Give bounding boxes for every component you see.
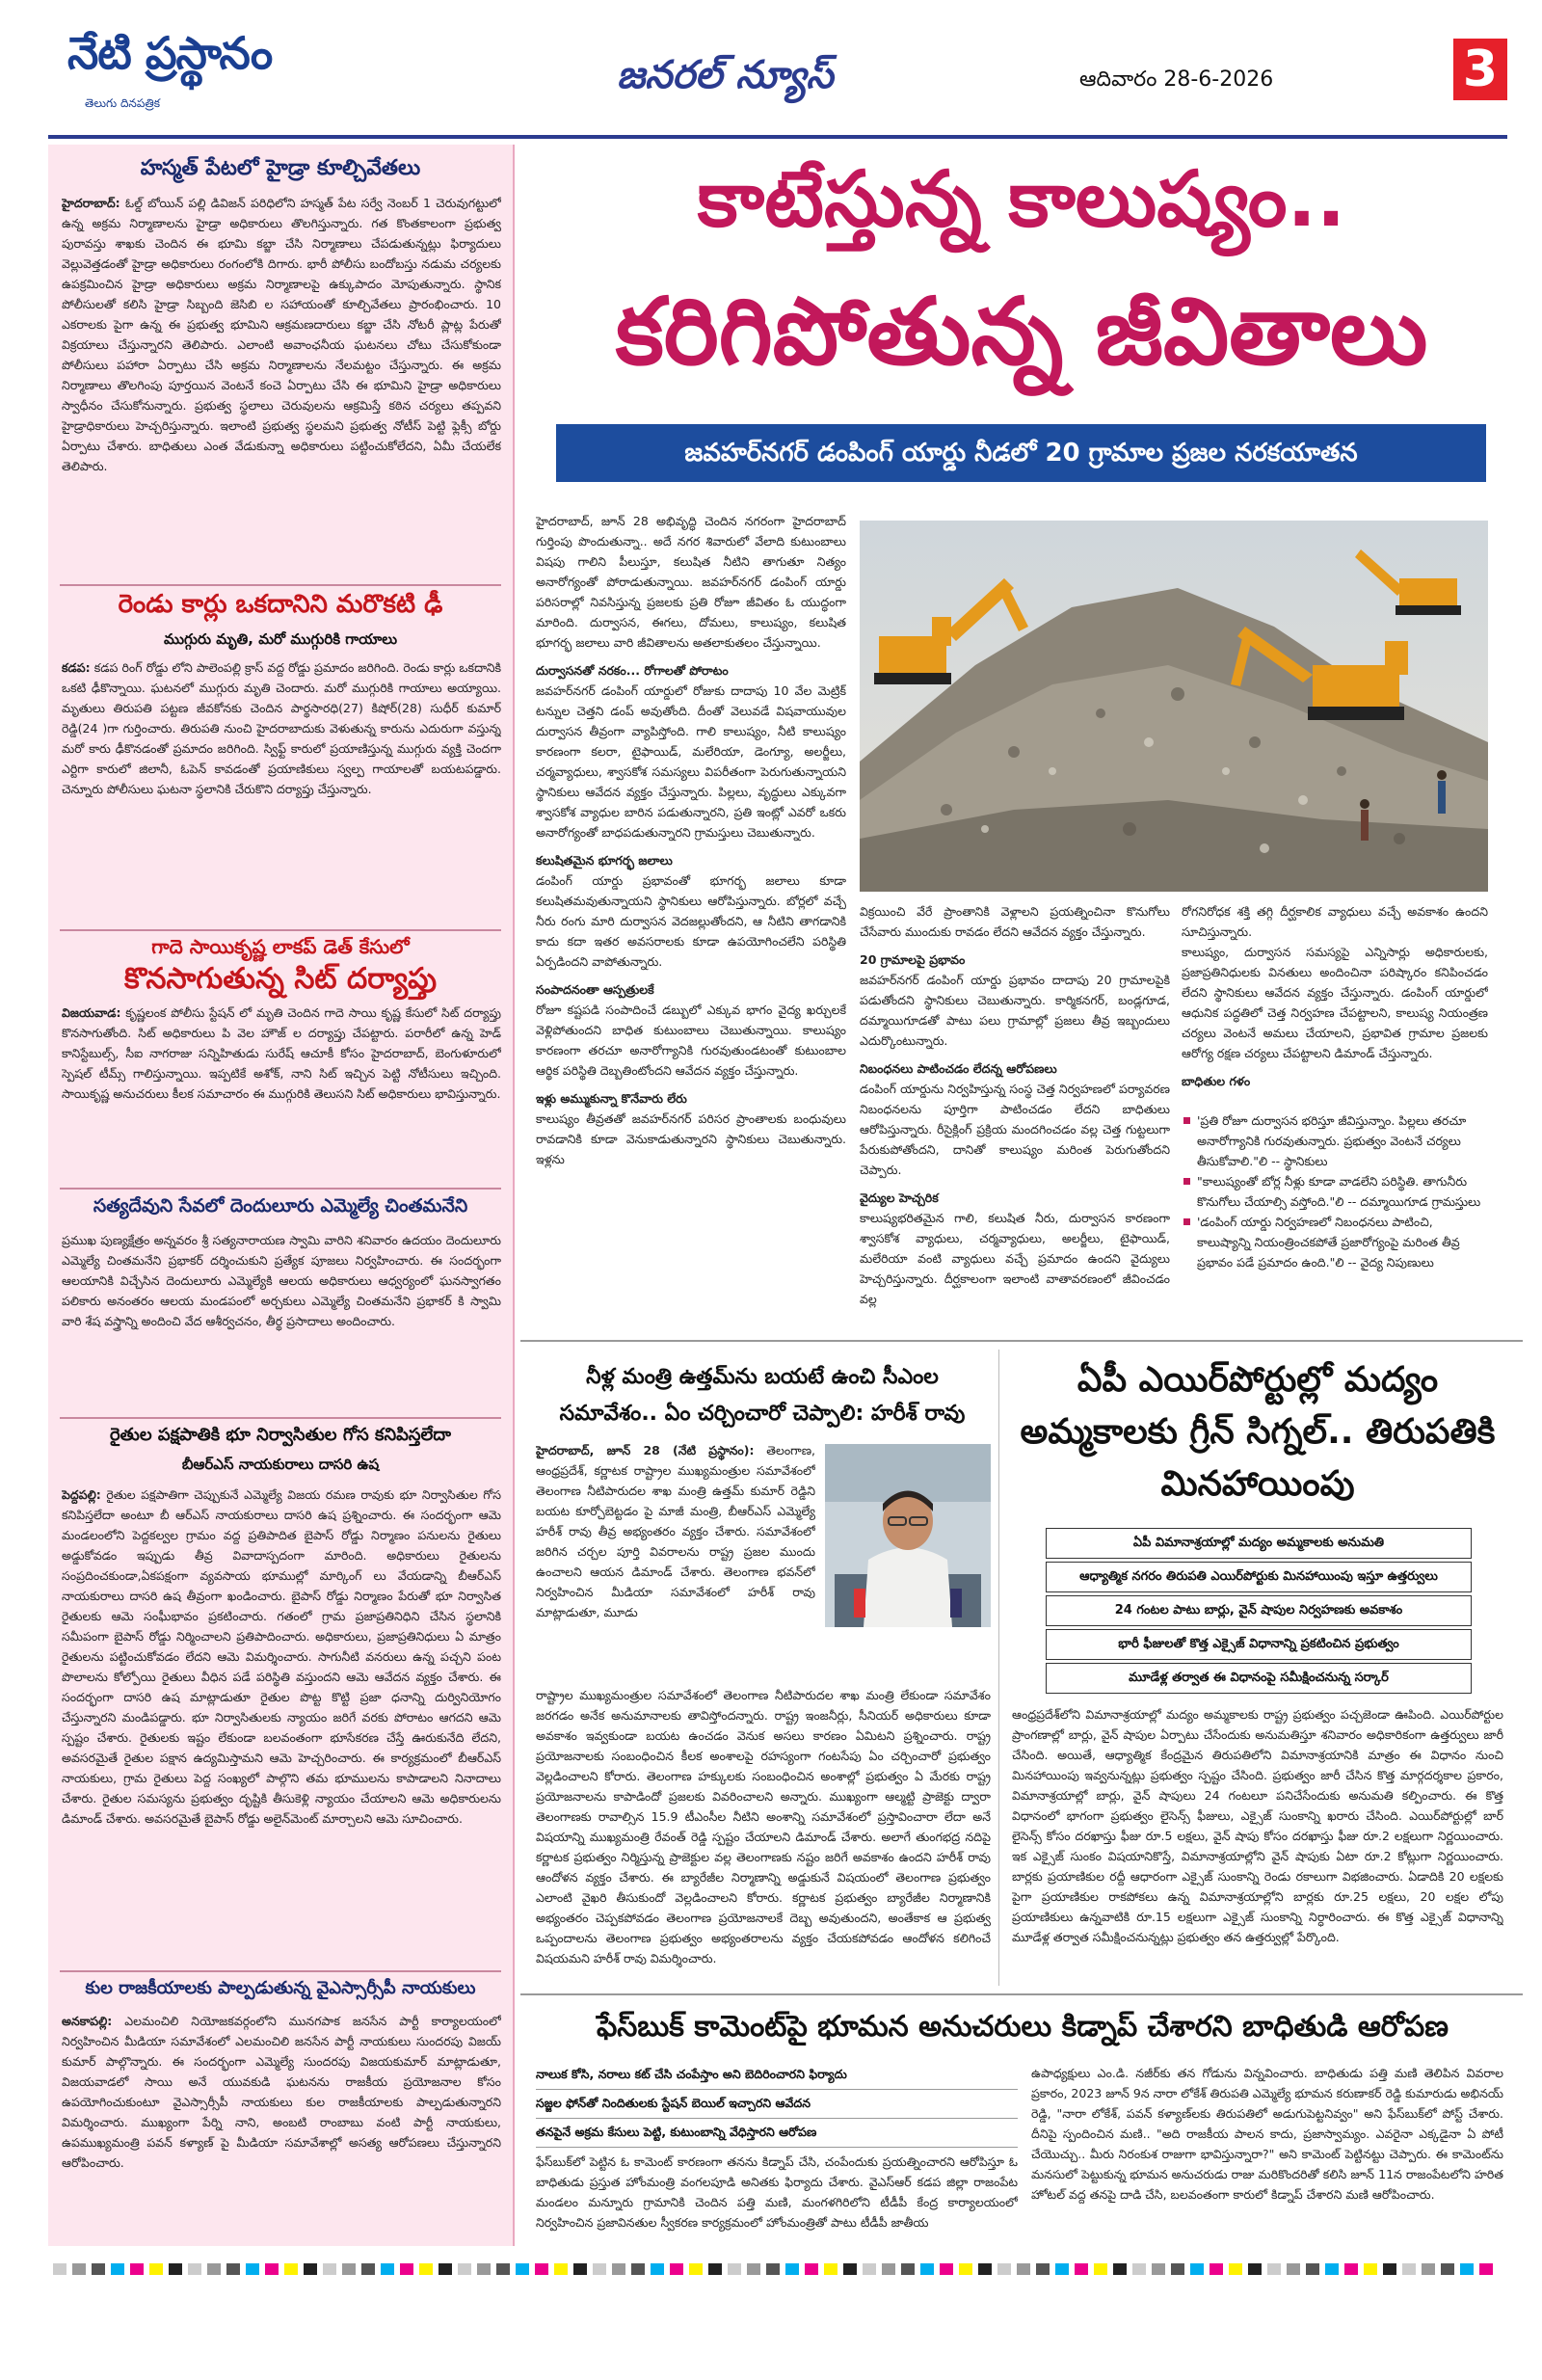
registration-mark bbox=[1113, 2263, 1127, 2275]
divider bbox=[60, 1188, 501, 1190]
registration-mark bbox=[554, 2263, 568, 2275]
fb-highlight-1: నాలుక కోసి, నరాలు కట్ చేసి చంపేస్తాం అని బెదిరించారని ఫిర్యాదు bbox=[536, 2063, 1018, 2090]
story-sit-kicker: గాదె సాయికృష్ణ లాకప్ డెత్ కేసులో bbox=[151, 935, 410, 958]
registration-mark bbox=[149, 2263, 163, 2275]
column-divider bbox=[998, 1350, 999, 1986]
registration-mark bbox=[1364, 2263, 1377, 2275]
registration-mark bbox=[612, 2263, 625, 2275]
ap-highlight-4: భారీ ఫీజులతో కొత్త ఎక్సైజ్ విధానాన్ని ప్రకటించిన ప్రభుత్వం bbox=[1046, 1629, 1472, 1660]
registration-mark bbox=[1152, 2263, 1165, 2275]
registration-mark bbox=[169, 2263, 182, 2275]
registration-mark bbox=[1422, 2263, 1435, 2275]
registration-mark bbox=[1267, 2263, 1281, 2275]
registration-mark bbox=[130, 2263, 144, 2275]
registration-mark bbox=[265, 2263, 279, 2275]
list-item: "కాలుష్యంతో బోర్ల నీళ్లు కూడా వాడలేని పరిస్థితి. తాగునీరు కొనుగోలు చేయాల్సి వస్తోంది."లి -- దమ్మాయిగూడ గ్రామస్తులు bbox=[1182, 1171, 1488, 1212]
story-farmers-title: రైతుల పక్షపాతికి భూ నిర్వాసితుల గోస కనిపిస్తలేదా bbox=[109, 1425, 452, 1445]
registration-mark bbox=[1075, 2263, 1088, 2275]
facebook-kidnap-headline: ఫేస్‌బుక్ కామెంట్‌పై భూమన అనుచరులు కిడ్నాప్ చేశారని బాధితుడి ఆరోపణ bbox=[596, 2010, 1449, 2044]
registration-mark bbox=[573, 2263, 587, 2275]
registration-mark bbox=[920, 2263, 934, 2275]
harish-rao-body-top: హైదరాబాద్, జూన్ 28 (నేటి ప్రస్థానం): తెలంగాణ, ఆంధ్రప్రదేశ్, కర్ణాటక రాష్ట్రాల ముఖ్యమంత్రుల సమావేశంలో తెలంగాణ నీటిపారుదల శాఖ మంత్రి ఉత్తమ్ కుమార్ రెడ్డిని బయట కూర్చోబెట్టడం పై మాజీ మంత్రి, బీఆర్ఎస్ ఎమ్మెల్యే హరీశ్ రావు తీవ్ర అభ్యంతరం వ్యక్తం చేశారు. సమావేశంలో జరిగిన చర్చల పూర్తి వివరాలను రాష్ట్ర ప్రజల ముందు ఉంచాలని ఆయన డిమాండ్ చేశారు. తెలంగాణ భవన్‌లో నిర్వహించిన మీడియా సమావేశంలో హరీశ్ రావు మాట్లాడుతూ, మూడు bbox=[536, 1443, 815, 1619]
harish-rao-body: రాష్ట్రాల ముఖ్యమంత్రుల సమావేశంలో తెలంగాణ నీటిపారుదల శాఖ మంత్రి లేకుండా సమావేశం జరగడం అనేక అనుమానాలకు తావిస్తోందన్నారు. రాష్ట్ర ఇంజనీర్లు, సీనియర్ అధికారులు కూడా అవకాశం ఇవ్వకుండా బయట ఉంచడం వెనుక అసలు కారణం ఏమిటని ప్రశ్నించారు. రాష్ట్ర ప్రయోజనాలకు సంబంధించిన కీలక అంశాలపై రహస్యంగా గంటసేపు ఏం చర్చించారో ప్రభుత్వం వెల్లడించాలని కోరారు. తెలంగాణ హక్కులకు సంబంధించిన అంశాల్లో ప్రభుత్వం ఏ మేరకు రాష్ట్ర ప్రయోజనాలను కాపాడిందో ప్రజలకు వివరించాలని అన్నారు. ముఖ్యంగా ఆల్మట్టి ప్రాజెక్టు ద్వారా తెలంగాణకు రావాల్సిన 15.9 టీఎంసీల నీటిని అంశాన్ని సమావేశంలో ప్రస్తావించారా లేదా అనే విషయాన్ని ముఖ్యమంత్రి రేవంత్ రెడ్డి స్పష్టం చేయాలని డిమాండ్ చేశారు. అలాగే తుంగభద్ర నదిపై కర్ణాటక ప్రభుత్వం నిర్మిస్తున్న ప్రాజెక్టుల వల్ల తెలంగాణకు నష్టం జరిగే అవకాశం ఉందని హరీశ్ రావు ఆందోళన వ్యక్తం చేశారు. ఈ బ్యారేజీల నిర్మాణాన్ని అడ్డుకునే విషయంలో తెలంగాణ ప్రభుత్వం ఎలాంటి వైఖరి తీసుకుందో వెల్లడించాలని కోరారు. కర్ణాటక ప్రభుత్వం బ్యారేజీల నిర్మాణానికి అభ్యంతరం చెప్పకపోవడం తెలంగాణ ప్రయోజనాలకే దెబ్బ అవుతుందని, అంతేకాక ఆ ప్రభుత్వ ఒప్పందాలను తెలంగాణ ప్రభుత్వం అభ్యంతరాలను వ్యక్తం చేయకపోవడం ఆందోళన కలిగించే విషయమని హరీశ్ రావు విమర్శించారు. bbox=[536, 1688, 991, 1966]
registration-mark bbox=[1094, 2263, 1107, 2275]
registration-mark bbox=[1306, 2263, 1319, 2275]
section-divider bbox=[520, 1993, 1523, 1995]
fb-highlight-2: సజ్జల ఫోన్‌తో నిందితులకు స్టేషన్ బెయిల్ ఇచ్చారని ఆవేదన bbox=[536, 2092, 1018, 2119]
registration-mark bbox=[863, 2263, 876, 2275]
list-item: 'ప్రతి రోజూ దుర్వాసన భరిస్తూ జీవిస్తున్నాం. పిల్లలు తరచూ అనారోగ్యానికి గురవుతున్నారు. ప్రభుత్వం వెంటనే చర్యలు తీసుకోవాలి."లి -- స్థానికులు bbox=[1182, 1110, 1488, 1171]
registration-mark bbox=[824, 2263, 837, 2275]
header-rule bbox=[48, 135, 1507, 139]
main-story-column-3: రోగనిరోధక శక్తి తగ్గి దీర్ఘకాలిక వ్యాధులు వచ్చే అవకాశం ఉందని సూచిస్తున్నారు. కాలుష్యం, దుర్వాసన సమస్యపై ఎన్నిసార్లు అధికారులకు, ప్రజాప్రతినిధులకు వినతులు అందించినా పరిష్కారం కనిపించడం లేదని స్థానికులు ఆవేదన వ్యక్తం చేస్తున్నారు. డంపింగ్ యార్డులో ఆధునిక పద్ధతిలో చెత్త నిర్వహణ చేపట్టాలని, కాలుష్య నియంత్రణ చర్యలు వెంటనే అమలు చేయాలని, ప్రభావిత గ్రామాల ప్రజలకు ఆరోగ్య రక్షణ చర్యలు చేపట్టాలని డిమాండ్ చేస్తున్నారు. బాధితుల గళం bbox=[1182, 904, 1488, 1088]
registration-mark bbox=[747, 2263, 760, 2275]
issue-date: ఆదివారం 28-6-2026 bbox=[1079, 67, 1274, 92]
dumping-yard-photo bbox=[860, 521, 1488, 892]
registration-mark bbox=[361, 2263, 375, 2275]
story-caste-title: కుల రాజకీయాలకు పాల్పడుతున్న వైఎస్సార్సీపీ నాయకులు bbox=[85, 1978, 476, 1998]
registration-mark bbox=[496, 2263, 510, 2275]
registration-mark bbox=[516, 2263, 529, 2275]
main-strapline: జవహర్‌నగర్ డంపింగ్ యార్డు నీడలో 20 గ్రామాల ప్రజల నరకయాతన bbox=[556, 424, 1486, 482]
registration-mark bbox=[207, 2263, 221, 2275]
print-registration-strip bbox=[53, 2263, 1499, 2275]
ap-highlight-2: ఆధ్యాత్మిక నగరం తిరుపతి ఎయిర్‌పోర్టుకు మినహాయింపు ఇస్తూ ఉత్తర్వులు bbox=[1046, 1562, 1472, 1592]
registration-mark bbox=[978, 2263, 992, 2275]
registration-mark bbox=[246, 2263, 259, 2275]
story-accident-title: రెండు కార్లు ఒకదానిని మరొకటి ఢీ bbox=[118, 590, 443, 619]
registration-mark bbox=[304, 2263, 317, 2275]
main-story-column-2: విక్రయించి వేరే ప్రాంతానికి వెళ్లాలని ప్రయత్నించినా కొనుగోలు చేసేవారు ముందుకు రావడం లేదని ఆవేదన వ్యక్తం చేస్తున్నారు. 20 గ్రామాలపై ప్రభావం జవహర్‌నగర్ డంపింగ్ యార్డు ప్రభావం దాదాపు 20 గ్రామాలపైకి పడుతోందని స్థానికులు చెబుతున్నారు. కార్మికనగర్, బండ్లగూడ, దమ్మాయిగూడతో పాటు పలు గ్రామాల్లో ప్రజలు తీవ్ర ఇబ్బందులు ఎదుర్కొంటున్నారు. నిబంధనలు పాటించడం లేదన్న ఆరోపణలు డంపింగ్ యార్డును నిర్వహిస్తున్న సంస్థ చెత్త నిర్వహణలో పర్యావరణ నిబంధనలను పూర్తిగా పాటించడం లేదని బాధితులు ఆరోపిస్తున్నారు. రీసైక్లింగ్ ప్రక్రియ మందగించడం వల్ల చెత్త గుట్టలుగా పేరుకుపోతోందని, దానితో కాలుష్యం మరింత పెరుగుతోందని చెప్పారు. వైద్యుల హెచ్చరిక కాలుష్యభరితమైన గాలి, కలుషిత నీరు, దుర్వాసన కారణంగా శ్వాసకోశ వ్యాధులు, చర్మవ్యాధులు, అలర్జీలు, టైఫాయిడ్, మలేరియా వంటి వ్యాధులు వచ్చే ప్రమాదం ఉందని వైద్యులు హెచ్చరిస్తున్నారు. దీర్ఘకాలంగా ఇలాంటి వాతావరణంలో జీవించడం వల్ల bbox=[860, 904, 1170, 1306]
masthead-subtitle: తెలుగు దినపత్రిక bbox=[85, 96, 161, 110]
registration-mark bbox=[1190, 2263, 1204, 2275]
registration-mark bbox=[188, 2263, 201, 2275]
story-accident-subtitle: ముగ్గురు మృతి, మరో ముగ్గురికి గాయాలు bbox=[163, 630, 398, 648]
story-accident-body: కడప: కడప రింగ్ రోడ్డు లోని పాలెంపల్లి క్రాస్ వద్ద రోడ్డు ప్రమాదం జరిగింది. రెండు కార్లు ఒకదానికి ఒకటి ఢీకొన్నాయి. ఘటనలో ముగ్గురు మృతి చెందారు. మరో ముగ్గురికి గాయాలు అయ్యాయి. మృతులు తిరుపతి పట్టణ జీవకోనకు చెందిన పార్థసారధి(27) కిషోర్(28) సుధీర్ కుమార్ రెడ్డి(24 )గా గుర్తించారు. తిరుపతి నుంచి హైదరాబాదుకు వెళుతున్న కారును ఎదురుగా వస్తున్న మరో కారు ఢీకొనడంతో ప్రమాదం జరిగింది. స్విఫ్ట్ కారులో ప్రయాణిస్తున్న ముగ్గురు వ్యక్తి చెందగా ఎర్టిగా కారులో జిలానీ, ఓపెన్ కావడంతో ప్రయాణికులు స్వల్ప గాయాలతో బయటపడ్డారు. చెన్నూరు పోలీసులు ఘటనా స్థలానికి చేరుకొని దర్యాప్తు చేస్తున్నారు. bbox=[62, 660, 501, 796]
registration-mark bbox=[901, 2263, 915, 2275]
main-headline-line1: కాటేస్తున్న కాలుష్యం.. bbox=[697, 154, 1346, 244]
registration-mark bbox=[111, 2263, 124, 2275]
registration-mark bbox=[1287, 2263, 1300, 2275]
story-hydra-title: హస్మత్ పేటలో హైడ్రా కూల్చివేతలు bbox=[140, 156, 421, 180]
registration-mark bbox=[458, 2263, 471, 2275]
registration-mark bbox=[689, 2263, 703, 2275]
harish-rao-headline: నీళ్ల మంత్రి ఉత్తమ్‌ను బయటే ఉంచి సీఎంల సమావేశం.. ఏం చర్చించారో చెప్పాలి: హరీశ్ రావు bbox=[559, 1365, 966, 1426]
registration-mark bbox=[323, 2263, 336, 2275]
facebook-kidnap-body-right: ఉపాధ్యక్షులు ఎం.డి. నజీర్‌కు తన గోడును విన్నవించారు. బాధితుడు పత్తి మణి తెలిపిన వివరాల ప్రకారం, 2023 జూన్ 9న నారా లోకేశ్ తిరుపతి ఎమ్మెల్యే భూమన కరుణాకర్ రెడ్డి కుమారుడు అభినయ్ రెడ్డి, "నారా లోకేశ్, పవన్ కళ్యాణ్‌లకు తిరుపతిలో అడుగుపెట్టనివ్వం" అని ఫేస్‌బుక్‌లో పోస్ట్ చేశారు. దీనిపై స్పందించిన మణి.. "అది రాజకీయ పాలన కాదు, ప్రజాస్వామ్యం. ఎవరైనా ఎక్కడైనా ఏ పోటీ చేయొచ్చు.. మీరు నిరంకుశ రాజుగా భావిస్తున్నారా?" అని కామెంట్ పెట్టినట్టు చెప్పారు. ఈ కామెంట్‌ను మనసులో పెట్టుకున్న భూమన అనుచరుడు రాజు మరికొందరితో కలిసి జూన్ 11న రాజంపేటలోని హరిత హోటల్ వద్ద తనపై దాడి చేసి, బలవంతంగా కారులో కిడ్నాప్ చేశారని మణి ఆరోపించారు. bbox=[1031, 2066, 1503, 2202]
registration-mark bbox=[882, 2263, 895, 2275]
story-hydra-body: హైదరాబాద్: ఓల్డ్ బోయిన్ పల్లి డివిజన్ పరిధిలోని హస్మత్ పేట సర్వే నెంబర్ 1 చెరువుగట్టులో ఉన్న అక్రమ నిర్మాణాలను హైడ్రా అధికారులు తొలగిస్తున్నారు. గత కొంతకాలంగా ప్రభుత్వ పురావస్తు శాఖకు చెందిన ఈ భూమి కబ్జా చేసి నిర్మాణాలు చేపడుతున్నట్లు ఫిర్యాదులు వెల్లువెత్తడంతో హైడ్రా అధికారులు రంగంలోకి దిగారు. భారీ పోలీసు బందోబస్తు నడుమ చర్యలకు ఉపక్రమించిన హైడ్రా అధికారులు అక్రమ నిర్మాణాలపై ఉక్కుపాదం మోపుతున్నారు. స్థానిక పోలీసులతో కలిసి హైడ్రా సిబ్బంది జెసిబి ల సహాయంతో కూల్చివేతలు ప్రారంభించారు. 10 ఎకరాలకు పైగా ఉన్న ఈ ప్రభుత్వ భూమిని ఆక్రమణదారులు కబ్జా చేసి నోటరీ ప్లాట్ల పేరుతో విక్రయాలు చేస్తున్నారని తెలిపారు. ఎలాంటి అవాంఛనీయ ఘటనలు చోటు చేసుకోకుండా పోలీసులు పహారా ఏర్పాటు చేసి అక్రమ నిర్మాణాలను నేలమట్టం చేస్తున్నారు. ఈ అక్రమ నిర్మాణాలు తొలగింపు పూర్తయిన వెంటనే కంచె ఏర్పాటు చేసి ఈ భూమిని హైడ్రా అధికారులు స్వాధీనం చేసుకోనున్నారు. ప్రభుత్వ స్థలాలు చెరువులను ఆక్రమిస్తే కఠిన చర్యలు తప్పవని హైడ్రాధికారులు హెచ్చరిస్తున్నారు. ఇలాంటి ప్రభుత్వ స్థలమని ప్రభుత్వ నోటీస్ పెట్టి ఫ్లెక్సీ బోర్డు ఏర్పాటు చేశారు. బాధితులు ఎంత వేడుకున్నా అధికారులు పట్టించుకోలేదని, ఏమీ చేయలేక తెలిపారు. bbox=[62, 196, 501, 473]
registration-mark bbox=[766, 2263, 780, 2275]
fb-highlight-3: తనపైనే అక్రమ కేసులు పెట్టి, కుటుంబాన్ని వేధిస్తారని ఆరోపణ bbox=[536, 2121, 1018, 2148]
registration-mark bbox=[1229, 2263, 1242, 2275]
divider bbox=[60, 929, 501, 931]
section-divider bbox=[520, 1340, 1523, 1342]
registration-mark bbox=[940, 2263, 953, 2275]
registration-mark bbox=[785, 2263, 799, 2275]
story-farmers-body: పెద్దపల్లి: రైతుల పక్షపాతిగా చెప్పుకునే ఎమ్మెల్యే విజయ రమణ రావుకు భూ నిర్వాసితుల గోస కనిపిస్తలేదా అంటూ బీ ఆర్ఎస్ నాయకురాలు దాసరి ఉష ప్రశ్నించారు. ఈ సందర్భంగా ఆమె మండలంలోని పెద్దకల్వల గ్రామం వద్ద ప్రతిపాదిత బైపాస్ రోడ్డు నిర్మాణం పనులను రైతులు అడ్డుకోవడం ఇప్పుడు తీవ్ర వివాదాస్పదంగా మారింది. అధికారులు రైతులను సంప్రదించకుండా,ఏకపక్షంగా వ్యవసాయ భూముల్లో మార్కింగ్ లు వేయడాన్ని బీఆర్ఎస్ నాయకురాలు దాసరి ఉష తీవ్రంగా ఖండించారు. బైపాస్ రోడ్డు నిర్మాణం పేరుతో భూ నిర్వాసిత రైతులకు ఆమె సంఘీభావం ప్రకటించారు. గతంలో గ్రామ ప్రజాప్రతినిధిని చేసిన స్థలానికి సమీపంగా బైపాస్ రోడ్డు నిర్మించాలని ప్రతిపాదించారు. అధికారులు, ప్రజాప్రతినిధులు ఏ మాత్రం రైతులను పట్టించుకోవడం లేదని ఆమె విమర్శించారు. సాగునీటి వనరులు ఉన్న పచ్చని పంట పొలాలను కోల్పోయి రైతులు వీధిన పడే పరిస్థితి వస్తుందని ఆమె ఆవేదన వ్యక్తం చేశారు. ఈ సందర్భంగా దాసరి ఉష మాట్లాడుతూ రైతుల పొట్ట కొట్టి ప్రజా ధనాన్ని దుర్వినియోగం చేస్తున్నారని మండిపడ్డారు. భూ నిర్వాసితులకు న్యాయం జరిగే వరకు పోరాటం ఆగదని ఆమె స్పష్టం చేశారు. రైతులకు ఇష్టం లేకుండా బలవంతంగా భూసేకరణ చేస్తే ఊరుకునేది లేదని, అవసరమైతే రైతుల పక్షాన ఉద్యమిస్తామని ఆమె హెచ్చరించారు. ఈ కార్యక్రమంలో బీఆర్ఎస్ నాయకులు, గ్రామ రైతులు పెద్ద సంఖ్యలో పాల్గొని తమ భూములను కాపాడాలని నినాదాలు చేశారు. రైతుల సమస్యను ప్రభుత్వం దృష్టికి తీసుకెళ్లి న్యాయం చేయాలని ఆమె అధికారులను డిమాండ్ చేశారు. అవసరమైతే బైపాస్ రోడ్డు అలైన్‌మెంట్ మార్చాలని ఆమె సూచించారు. bbox=[62, 1487, 501, 1826]
ap-highlight-1: ఏపీ విమానాశ్రయాల్లో మద్యం అమ్మకాలకు అనుమతి bbox=[1046, 1528, 1472, 1559]
registration-mark bbox=[381, 2263, 394, 2275]
registration-mark bbox=[1017, 2263, 1030, 2275]
registration-mark bbox=[535, 2263, 548, 2275]
registration-mark bbox=[1055, 2263, 1069, 2275]
harish-rao-photo bbox=[825, 1444, 991, 1627]
registration-mark bbox=[1036, 2263, 1050, 2275]
registration-mark bbox=[226, 2263, 240, 2275]
facebook-kidnap-body-left: ఫేస్‌బుక్‌లో పెట్టిన ఓ కామెంట్ కారణంగా తనను కిడ్నాప్ చేసి, చంపేందుకు ప్రయత్నించారని ఆరోపిస్తూ ఓ బాధితుడు ప్రస్తుత హోంమంత్రి వంగలపూడి అనితకు ఫిర్యాదు చేశారు. వైఎస్ఆర్ కడప జిల్లా రాజంపేట మండలం మన్నూరు గ్రామానికి చెందిన పత్తి మణి, మంగళగిరిలోని టీడీపీ కేంద్ర కార్యాలయంలో నిర్వహించిన ప్రజావినతుల స్వీకరణ కార్యక్రమంలో హోంమంత్రితో పాటు టీడీపీ జాతీయ bbox=[536, 2154, 1018, 2230]
victims-quotes-list bbox=[1182, 1110, 1488, 1334]
registration-mark bbox=[670, 2263, 683, 2275]
ap-highlight-3: 24 గంటల పాటు బార్లు, వైన్ షాపుల నిర్వహణకు అవకాశం bbox=[1046, 1595, 1472, 1626]
section-title: జనరల్ న్యూస్ bbox=[617, 53, 834, 97]
registration-mark bbox=[1132, 2263, 1146, 2275]
list-item: 'డంపింగ్ యార్డు నిర్వహణలో నిబంధనలు పాటించి, కాలుష్యాన్ని నియంత్రించకపోతే ప్రజారోగ్యంపై మరింత తీవ్ర ప్రభావం పడే ప్రమాదం ఉంది."లి -- వైద్య నిపుణులు bbox=[1182, 1212, 1488, 1272]
registration-mark bbox=[1460, 2263, 1474, 2275]
masthead-logo: నేటి ప్రస్థానం bbox=[67, 27, 273, 79]
registration-mark bbox=[959, 2263, 972, 2275]
story-farmers-subtitle: బీఆర్ఎస్ నాయకురాలు దాసరి ఉష bbox=[181, 1456, 380, 1473]
registration-mark bbox=[439, 2263, 452, 2275]
registration-mark bbox=[1248, 2263, 1262, 2275]
divider bbox=[60, 584, 501, 586]
divider bbox=[60, 1970, 501, 1972]
story-sit-title: కొనసాగుతున్న సిట్ దర్యాప్తు bbox=[123, 962, 438, 996]
registration-mark bbox=[53, 2263, 66, 2275]
registration-mark bbox=[1325, 2263, 1339, 2275]
registration-mark bbox=[1479, 2263, 1493, 2275]
registration-mark bbox=[1441, 2263, 1454, 2275]
registration-mark bbox=[1344, 2263, 1358, 2275]
registration-mark bbox=[805, 2263, 818, 2275]
ap-highlight-5: మూడేళ్ల తర్వాత ఈ విధానంపై సమీక్షించనున్న సర్కార్ bbox=[1046, 1663, 1472, 1694]
divider bbox=[60, 1417, 501, 1419]
registration-mark bbox=[342, 2263, 356, 2275]
page-number-badge: 3 bbox=[1453, 39, 1507, 100]
registration-mark bbox=[477, 2263, 491, 2275]
story-mla-title: సత్యదేవుని సేవలో దెందులూరు ఎమ్మెల్యే చింతమనేని bbox=[93, 1195, 468, 1217]
story-caste-body: అనకాపల్లి: ఎలమంచిలి నియోజకవర్గంలోని మునగపాక జనసేన పార్టీ కార్యాలయంలో నిర్వహించిన మీడియా సమావేశంలో ఎలమంచిలి జనసేన పార్టీ నాయకులు సుందరపు విజయ్ కుమార్ పాల్గొన్నారు. ఈ సందర్భంగా ఎమ్మెల్యే సుందరపు విజయకుమార్ మాట్లాడుతూ, విజయవాడలో సాయి అనే యువకుడి ఘటనను రాజకీయ ప్రయోజనాల కోసం ఉపయోగించుకుంటూ వైఎస్సార్సీపీ నాయకులు కుల రాజకీయాలకు పాల్పడుతున్నారని విమర్శించారు. ముఖ్యంగా పేర్ని నాని, అంబటి రాంబాబు వంటి పార్టీ నాయకులు, ఉపముఖ్యమంత్రి పవన్ కళ్యాణ్ పై మీడియా సమావేశాల్లో అసత్య ఆరోపణలు చేస్తున్నారని ఆరోపించారు. bbox=[62, 2014, 501, 2170]
ap-airport-headline: ఏపీ ఎయిర్‌పోర్టుల్లో మద్యం అమ్మకాలకు గ్రీన్ సిగ్నల్.. తిరుపతికి మినహాయింపు bbox=[1020, 1360, 1496, 1504]
registration-mark bbox=[92, 2263, 105, 2275]
registration-mark bbox=[651, 2263, 664, 2275]
main-headline-line2: కరిగిపోతున్న జీవితాలు bbox=[615, 278, 1428, 386]
registration-mark bbox=[631, 2263, 645, 2275]
registration-mark bbox=[284, 2263, 298, 2275]
registration-mark bbox=[1171, 2263, 1184, 2275]
registration-mark bbox=[997, 2263, 1011, 2275]
registration-mark bbox=[708, 2263, 722, 2275]
ap-airport-body: ఆంధ్రప్రదేశ్‌లోని విమానాశ్రయాల్లో మద్యం అమ్మకాలకు రాష్ట్ర ప్రభుత్వం పచ్చజెండా ఊపింది. ఎయిర్‌పోర్టుల ప్రాంగణాల్లో బార్లు, వైన్ షాపుల ఏర్పాటు చేసేందుకు అనుమతిస్తూ శనివారం అధికారికంగా ఉత్తర్వులు జారీ చేసింది. అయితే, ఆధ్యాత్మిక కేంద్రమైన తిరుపతిలోని విమానాశ్రయానికి మాత్రం ఈ విధానం నుంచి మినహాయింపు ఇవ్వనున్నట్లు ప్రభుత్వం స్పష్టం చేసింది. ప్రభుత్వం జారీ చేసిన కొత్త మార్గదర్శకాల ప్రకారం, విమానాశ్రయాల్లో బార్లు, వైన్ షాపులు 24 గంటలూ పనిచేసేందుకు అనుమతి కల్పించారు. ఈ కొత్త విధానంలో భాగంగా ప్రభుత్వం లైసెన్స్ ఫీజులు, ఎక్సైజ్ సుంకాన్ని ఖరారు చేసింది. ఎయిర్‌పోర్టుల్లో బార్ లైసెన్స్ కోసం దరఖాస్తు ఫీజు రూ.5 లక్షలు, వైన్ షాపు కోసం దరఖాస్తు ఫీజు రూ.2 లక్షలుగా నిర్ణయించారు. ఇక ఎక్సైజ్ సుంకం విషయానికొస్తే, విమానాశ్రయాల్లోని వైన్ షాపుకు ఏటా రూ.2 కోట్లుగా నిర్ణయించారు. బార్లకు ప్రయాణికుల రద్దీ ఆధారంగా ఎక్సైజ్ సుంకాన్ని రెండు రకాలుగా విభజించారు. ఏడాదికి 20 లక్షలకు పైగా ప్రయాణికుల రాకపోకలు ఉన్న విమానాశ్రయాల్లోని బార్లకు రూ.25 లక్షలు, 20 లక్షల లోపు ప్రయాణికులు ఉన్నవాటికి రూ.15 లక్షలుగా ఎక్సైజ్ సుంకాన్ని నిర్ధారించారు. ఈ కొత్త ఎక్సైజ్ విధానాన్ని మూడేళ్ల తర్వాత సమీక్షించనున్నట్లు ప్రభుత్వం తన ఉత్తర్వుల్లో పేర్కొంది. bbox=[1012, 1707, 1503, 1944]
registration-mark bbox=[72, 2263, 86, 2275]
registration-mark bbox=[419, 2263, 433, 2275]
registration-mark bbox=[593, 2263, 606, 2275]
story-mla-body: ప్రముఖ పుణ్యక్షేత్రం అన్నవరం శ్రీ సత్యనారాయణ స్వామి వారిని శనివారం ఉదయం దెందులూరు ఎమ్మెల్యే చింతమనేని ప్రభాకర్ దర్శించుకుని ప్రత్యేక పూజలు నిర్వహించారు. ఈ సందర్భంగా ఆలయానికి విచ్చేసిన దెందులూరు ఎమ్మెల్యేకి ఆలయ అధికారులు ఆధ్వర్యంలో ఘనస్వాగతం పలికారు అనంతరం ఆలయ మండపంలో అర్చకులు ఎమ్మెల్యే చింతమనేని ప్రభాకర్ కి స్వామి వారి శేష వస్త్రాన్ని అందించి వేద ఆశీర్వచనం, తీర్థ ప్రసాదాలు అందించారు. bbox=[62, 1233, 501, 1328]
registration-mark bbox=[400, 2263, 413, 2275]
registration-mark bbox=[728, 2263, 741, 2275]
registration-mark bbox=[1210, 2263, 1223, 2275]
main-story-column-1: హైదరాబాద్, జూన్ 28 అభివృద్ధి చెందిన నగరంగా హైదరాబాద్ గుర్తింపు పొందుతున్నా.. అదే నగర శివారులో వేలాది కుటుంబాలు విషపు గాలిని పీలుస్తూ, కలుషిత నీటిని తాగుతూ నిత్యం అనారోగ్యంతో పోరాడుతున్నాయి. జవహర్‌నగర్ డంపింగ్ యార్డు పరిసరాల్లో నివసిస్తున్న ప్రజలకు ప్రతి రోజూ జీవితం ఓ యుద్ధంగా మారింది. దుర్వాసన, ఈగలు, దోమలు, కాలుష్యం, కలుషిత భూగర్భ జలాలు వారి జీవితాలను అతలాకుతలం చేస్తున్నాయి. దుర్వాసనతో నరకం... రోగాలతో పోరాటం జవహర్‌నగర్ డంపింగ్ యార్డులో రోజుకు దాదాపు 10 వేల మెట్రిక్ టన్నుల చెత్తని డంప్ అవుతోంది. దీంతో వెలువడే విషవాయువుల దుర్వాసన తీవ్రంగా వ్యాపిస్తోంది. గాలి కాలుష్యం, నీటి కాలుష్యం కారణంగా కలరా, టైఫాయిడ్, మలేరియా, డెంగ్యూ, అలర్జీలు, చర్మవ్యాధులు, శ్వాసకోశ సమస్యలు విపరీతంగా పెరుగుతున్నాయని స్థానికులు ఆవేదన వ్యక్తం చేస్తున్నారు. పిల్లలు, వృద్ధులు ఎక్కువగా శ్వాసకోశ వ్యాధుల బారిన పడుతున్నారని, ప్రతి ఇంట్లో ఎవరో ఒకరు అనారోగ్యంతో బాధపడుతున్నారని గ్రామస్తులు చెబుతున్నారు. కలుషితమైన భూగర్భ జలాలు డంపింగ్ యార్డు ప్రభావంతో భూగర్భ జలాలు కూడా కలుషితమవుతున్నాయని స్థానికులు ఆరోపిస్తున్నారు. బోర్లలో వచ్చే నీరు రంగు మారి దుర్వాసన వెదజల్లుతోందని, ఆ నీటిని తాగడానికి కాదు కదా ఇతర అవసరాలకు కూడా ఉపయోగించలేని పరిస్థితి ఏర్పడిందని వాపోతున్నారు. సంపాదనంతా ఆస్పత్రులకే రోజూ కష్టపడి సంపాదించే డబ్బులో ఎక్కువ భాగం వైద్య ఖర్చులకే వెళ్లిపోతుందని బాధిత కుటుంబాలు చెబుతున్నాయి. కాలుష్యం కారణంగా తరచూ అనారోగ్యానికి గురవుతుండటంతో కుటుంబాల ఆర్థిక పరిస్థితి దెబ్బతింటోందని ఆవేదన వ్యక్తం చేస్తున్నారు. ఇళ్లు అమ్ముకున్నా కొనేవారు లేరు కాలుష్యం తీవ్రతతో జవహర్‌నగర్ పరిసర ప్రాంతాలకు బంధువులు రావడానికి కూడా వెనుకాడుతున్నారని స్థానికులు చెబుతున్నారు. ఇళ్లను bbox=[536, 514, 846, 1166]
registration-mark bbox=[1383, 2263, 1396, 2275]
story-sit-body: విజయవాడ: కృష్ణలంక పోలీసు స్టేషన్ లో మృతి చెందిన గాదె సాయి కృష్ణ కేసులో సిట్ దర్యాప్తు కొనసాగుతోంది. సిట్ అధికారులు పి వెల హౌజ్ ల దర్యాప్తు చేపట్టారు. పరారీలో ఉన్న హెడ్ కానిస్టేబుల్స్, సీఐ నాగరాజు సన్నిహితుడు సురేష్ ఆచూకీ కోసం హైదరాబాద్, బెంగుళూరులో స్పెషల్ టీమ్స్ గాలిస్తున్నాయి. ఇప్పటికే అశోక్, నాని సిట్ ఇచ్చిన పెట్టి నోటీసులు ఇచ్చింది. సాయికృష్ణ అనుచరులు కీలక సమాచారం ఈ ముగ్గురికి తెలుసని సిట్ అధికారులు భావిస్తున్నారు. bbox=[62, 1005, 501, 1101]
registration-mark bbox=[843, 2263, 857, 2275]
registration-mark bbox=[1402, 2263, 1416, 2275]
